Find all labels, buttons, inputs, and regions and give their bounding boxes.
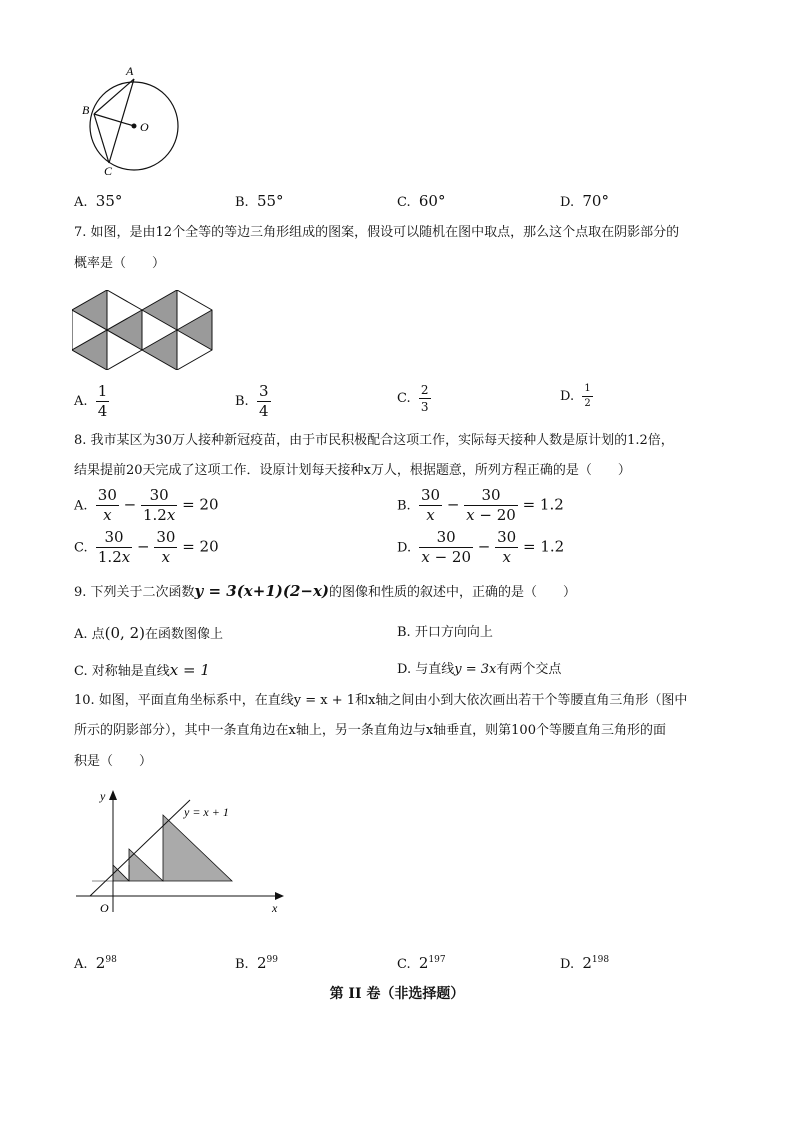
q6-option-d[interactable]: D. 70° xyxy=(560,192,609,210)
q10-d-base: 2 xyxy=(582,954,592,972)
label-c: C xyxy=(104,164,113,177)
q10-a-base: 2 xyxy=(95,954,106,972)
q10-option-c[interactable]: C. $2^{197}$ xyxy=(397,954,446,972)
q7-c-num: 2 xyxy=(420,383,429,397)
q8-stem-line1: 8. 我市某区为30万人接种新冠疫苗，由于市民积极配合这项工作，实际每天接种人数是原计划的1.2倍， xyxy=(74,433,674,448)
q7-a-den: 4 xyxy=(97,402,108,420)
q10-c-exp: 197 xyxy=(428,955,446,965)
label-o: O xyxy=(140,120,149,134)
q7-stem-line1: 7. 如图，是由12个全等的等边三角形组成的图案，假设可以随机在图中取点，那么这个点取在阴影部分的 xyxy=(74,225,680,240)
q6-option-b-value: 55° xyxy=(256,192,284,210)
q7-a-num: 1 xyxy=(97,382,108,400)
q9-d-pre: D. 与直线 xyxy=(397,662,455,677)
q10-line-label: y = x + 1 xyxy=(184,805,229,819)
q10-a-exp: 98 xyxy=(105,955,117,965)
q9-d-eq: y = 3x xyxy=(454,662,497,677)
q9-b-text: B. 开口方向向上 xyxy=(397,625,493,640)
q9-stem-post: 的图像和性质的叙述中，正确的是（ ） xyxy=(329,585,577,600)
q7-option-d[interactable]: D. $\frac{1}{2}$ xyxy=(560,383,591,409)
q6-circle-figure xyxy=(78,62,188,177)
q7-c-den: 3 xyxy=(420,400,429,414)
q6-option-a-value: 35° xyxy=(95,192,123,210)
q9-option-d[interactable] xyxy=(397,660,561,680)
q10-option-d[interactable]: D. $2^{198}$ xyxy=(560,954,610,972)
q10-stem-line2: 所示的阴影部分），其中一条直角边在x轴上，另一条直角边与x轴垂直，则第100个等腰直角三角形的面 xyxy=(74,723,666,738)
q7-hexagon-figure xyxy=(72,290,214,370)
q9-c-eq: x = 1 xyxy=(169,661,210,679)
q10-y-label: y xyxy=(100,789,106,803)
q6-option-c[interactable]: C. 60° xyxy=(397,192,446,210)
q10-x-label: x xyxy=(272,901,278,915)
q10-option-b[interactable]: B. $2^{99}$ xyxy=(235,954,278,972)
q10-c-base: 2 xyxy=(418,954,429,972)
q7-b-den: 4 xyxy=(258,402,269,420)
q7-d-num: 1 xyxy=(582,384,592,397)
q9-c-pre: C. 对称轴是直线 xyxy=(74,664,170,679)
q7-stem-line2: 概率是（ ） xyxy=(74,256,166,271)
q10-origin-label: O xyxy=(100,901,109,915)
q7-b-num: 3 xyxy=(258,382,269,400)
q10-stem-line1: 10. 如图，平面直角坐标系中，在直线y = x + 1和x轴之间由小到大依次画出若干个等腰直角三角形（图中 xyxy=(74,693,688,708)
q9-stem xyxy=(74,582,576,602)
q10-b-exp: 99 xyxy=(266,955,278,965)
q8-option-a[interactable]: A. $\frac{30}{x}$ − $\frac{30}{1.2x}$ = 20 xyxy=(74,486,219,524)
q9-a-pre: A. 点 xyxy=(74,627,105,642)
q9-a-post: 在函数图像上 xyxy=(144,627,223,642)
q6-option-a[interactable]: A. 35° xyxy=(74,192,123,210)
label-a: A xyxy=(126,64,134,78)
q8-option-c[interactable]: C. $\frac{30}{1.2x}$ − $\frac{30}{x}$ = 20 xyxy=(74,528,219,566)
label-b: B xyxy=(82,103,90,117)
q9-option-a[interactable] xyxy=(74,623,223,645)
q7-option-a[interactable]: A. $\frac{1}{4}$ xyxy=(74,382,108,420)
q9-option-c[interactable] xyxy=(74,660,210,682)
q8-option-b[interactable]: B. $\frac{30}{x}$ − $\frac{30}{x - 20}$ = 1.2 xyxy=(397,486,564,524)
q7-option-b[interactable]: B. $\frac{3}{4}$ xyxy=(235,382,269,420)
q9-stem-function: y = 3(x+1)(2−x) xyxy=(194,582,329,600)
q10-option-a[interactable]: A. $2^{98}$ xyxy=(74,954,117,972)
q6-option-b[interactable]: B. 55° xyxy=(235,192,284,210)
q9-d-post: 有两个交点 xyxy=(496,662,562,677)
q10-d-exp: 198 xyxy=(591,955,610,965)
section-title: 第 II 卷（非选择题） xyxy=(329,986,465,1002)
q9-stem-pre: 9. 下列关于二次函数 xyxy=(74,585,195,600)
q10-coordinate-figure xyxy=(72,784,292,919)
q10-b-base: 2 xyxy=(256,954,267,972)
q8-stem-line2: 结果提前20天完成了这项工作．设原计划每天接种x万人，根据题意，所列方程正确的是（ ） xyxy=(74,463,631,478)
q9-option-b[interactable] xyxy=(397,623,493,643)
q10-stem-line3: 积是（ ） xyxy=(74,754,153,769)
q6-option-d-value: 70° xyxy=(582,192,609,210)
q7-d-den: 2 xyxy=(584,398,591,409)
q6-option-c-value: 60° xyxy=(418,192,446,210)
q8-option-d[interactable]: D. $\frac{30}{x - 20}$ − $\frac{30}{x}$ = 1.2 xyxy=(397,528,565,566)
q9-a-point: (0, 2) xyxy=(104,624,145,642)
q7-option-c[interactable]: C. $\frac{2}{3}$ xyxy=(397,383,429,414)
